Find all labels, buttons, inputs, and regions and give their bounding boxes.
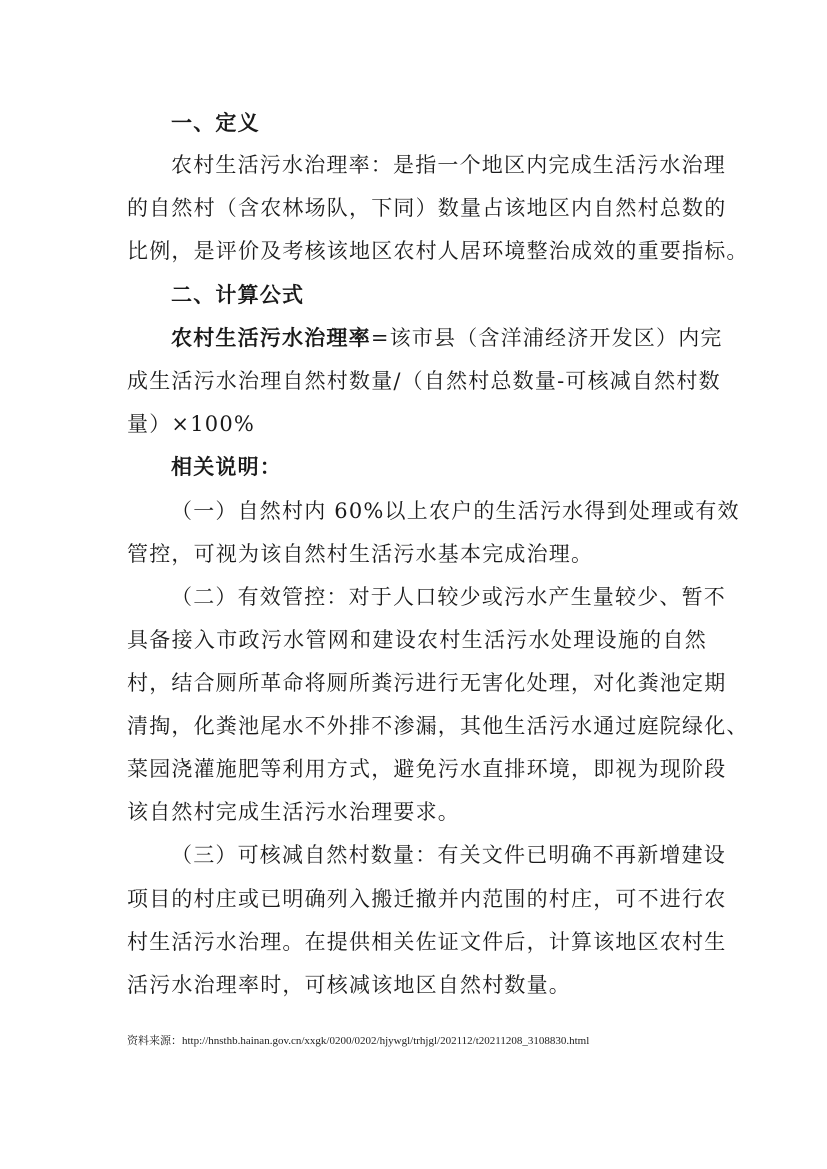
note3-line-3: 村生活污水治理。在提供相关佐证文件后，计算该地区农村生: [127, 930, 727, 954]
note2-line-6: 该自然村完成生活污水治理要求。: [127, 800, 460, 824]
note3-line-1: （三）可核减自然村数量：有关文件已明确不再新增建设: [171, 843, 726, 867]
definition-heading: 一、定义: [171, 110, 260, 135]
note2-line-3: 村，结合厕所革命将厕所粪污进行无害化处理，对化粪池定期: [127, 671, 727, 695]
definition-line-2: 的自然村（含农林场队，下同）数量占该地区内自然村总数的: [127, 196, 727, 220]
note1-line-2: 管控，可视为该自然村生活污水基本完成治理。: [127, 542, 594, 566]
formula-line-3: 量）×100%: [127, 412, 256, 436]
note2-line-2: 具备接入市政污水管网和建设农村生活污水处理设施的自然: [127, 628, 707, 652]
formula-term: 农村生活污水治理率: [171, 325, 371, 350]
source-citation: 资料来源：http://hnsthb.hainan.gov.cn/xxgk/0200/0202/hjywgl/trhjgl/202112/t20211208_3108830.html: [127, 1035, 590, 1047]
note2-line-5: 菜园浇灌施肥等利用方式，避免污水直排环境，即视为现阶段: [127, 757, 727, 781]
note3-line-4: 活污水治理率时，可核减该地区自然村数量。: [127, 973, 571, 997]
definition-line-3: 比例，是评价及考核该地区农村人居环境整治成效的重要指标。: [127, 239, 749, 263]
note1-line-1: （一）自然村内 60%以上农户的生活污水得到处理或有效: [171, 499, 740, 523]
formula-heading: 二、计算公式: [171, 282, 305, 307]
notes-heading: 相关说明：: [171, 454, 282, 479]
definition-line-1: 农村生活污水治理率：是指一个地区内完成生活污水治理: [171, 153, 726, 177]
formula-line-1: [171, 323, 723, 353]
formula-line-2: 成生活污水治理自然村数量/（自然村总数量-可核减自然村数: [127, 369, 721, 393]
note2-line-1: （二）有效管控：对于人口较少或污水产生量较少、暂不: [171, 585, 726, 609]
note3-line-2: 项目的村庄或已明确列入搬迁撤并内范围的村庄，可不进行农: [127, 887, 727, 911]
note2-line-4: 清掏，化粪池尾水不外排不渗漏，其他生活污水通过庭院绿化、: [127, 714, 749, 738]
formula-line-1-text: =该市县（含洋浦经济开发区）内完: [370, 326, 723, 350]
